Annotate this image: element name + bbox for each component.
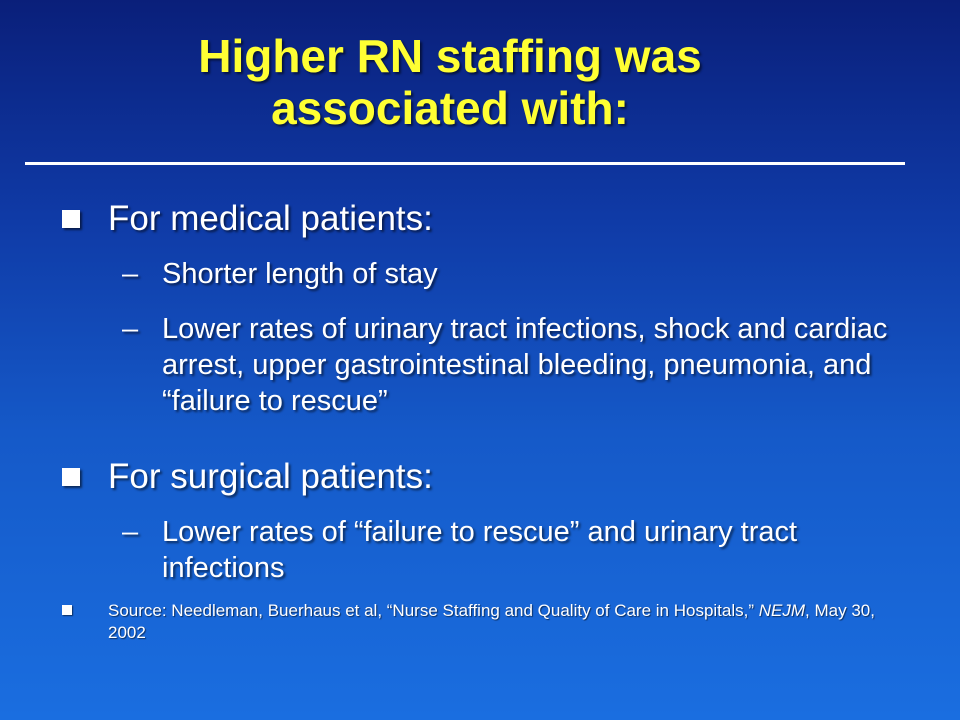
title-line-1: Higher RN staffing was bbox=[198, 30, 702, 82]
subitem-text: Lower rates of urinary tract infections, shock and cardiac arrest, upper gastrointestinal bleeding, pneumonia, and “failure to rescue” bbox=[162, 313, 888, 417]
dash-bullet: – bbox=[122, 258, 139, 290]
source-journal: NEJM bbox=[758, 601, 806, 620]
bullet-text: For surgical patients: bbox=[108, 457, 433, 496]
source-text bbox=[108, 600, 908, 644]
subitem-text: Shorter length of stay bbox=[162, 258, 438, 290]
dash-bullet: – bbox=[122, 516, 139, 548]
square-bullet-icon bbox=[62, 605, 72, 615]
title-line-2: associated with: bbox=[271, 82, 629, 134]
bullet-text: For medical patients: bbox=[108, 199, 433, 238]
subitem-text: Lower rates of “failure to rescue” and urinary tract infections bbox=[162, 516, 798, 584]
square-bullet-icon bbox=[62, 468, 80, 486]
dash-bullet: – bbox=[122, 313, 139, 345]
square-bullet-icon bbox=[62, 210, 80, 228]
source-prefix: Source: Needleman, Buerhaus et al, “Nurse Staffing and Quality of Care in Hospitals,” bbox=[108, 601, 759, 620]
source-suffix: , May 30, 2002 bbox=[108, 601, 875, 642]
